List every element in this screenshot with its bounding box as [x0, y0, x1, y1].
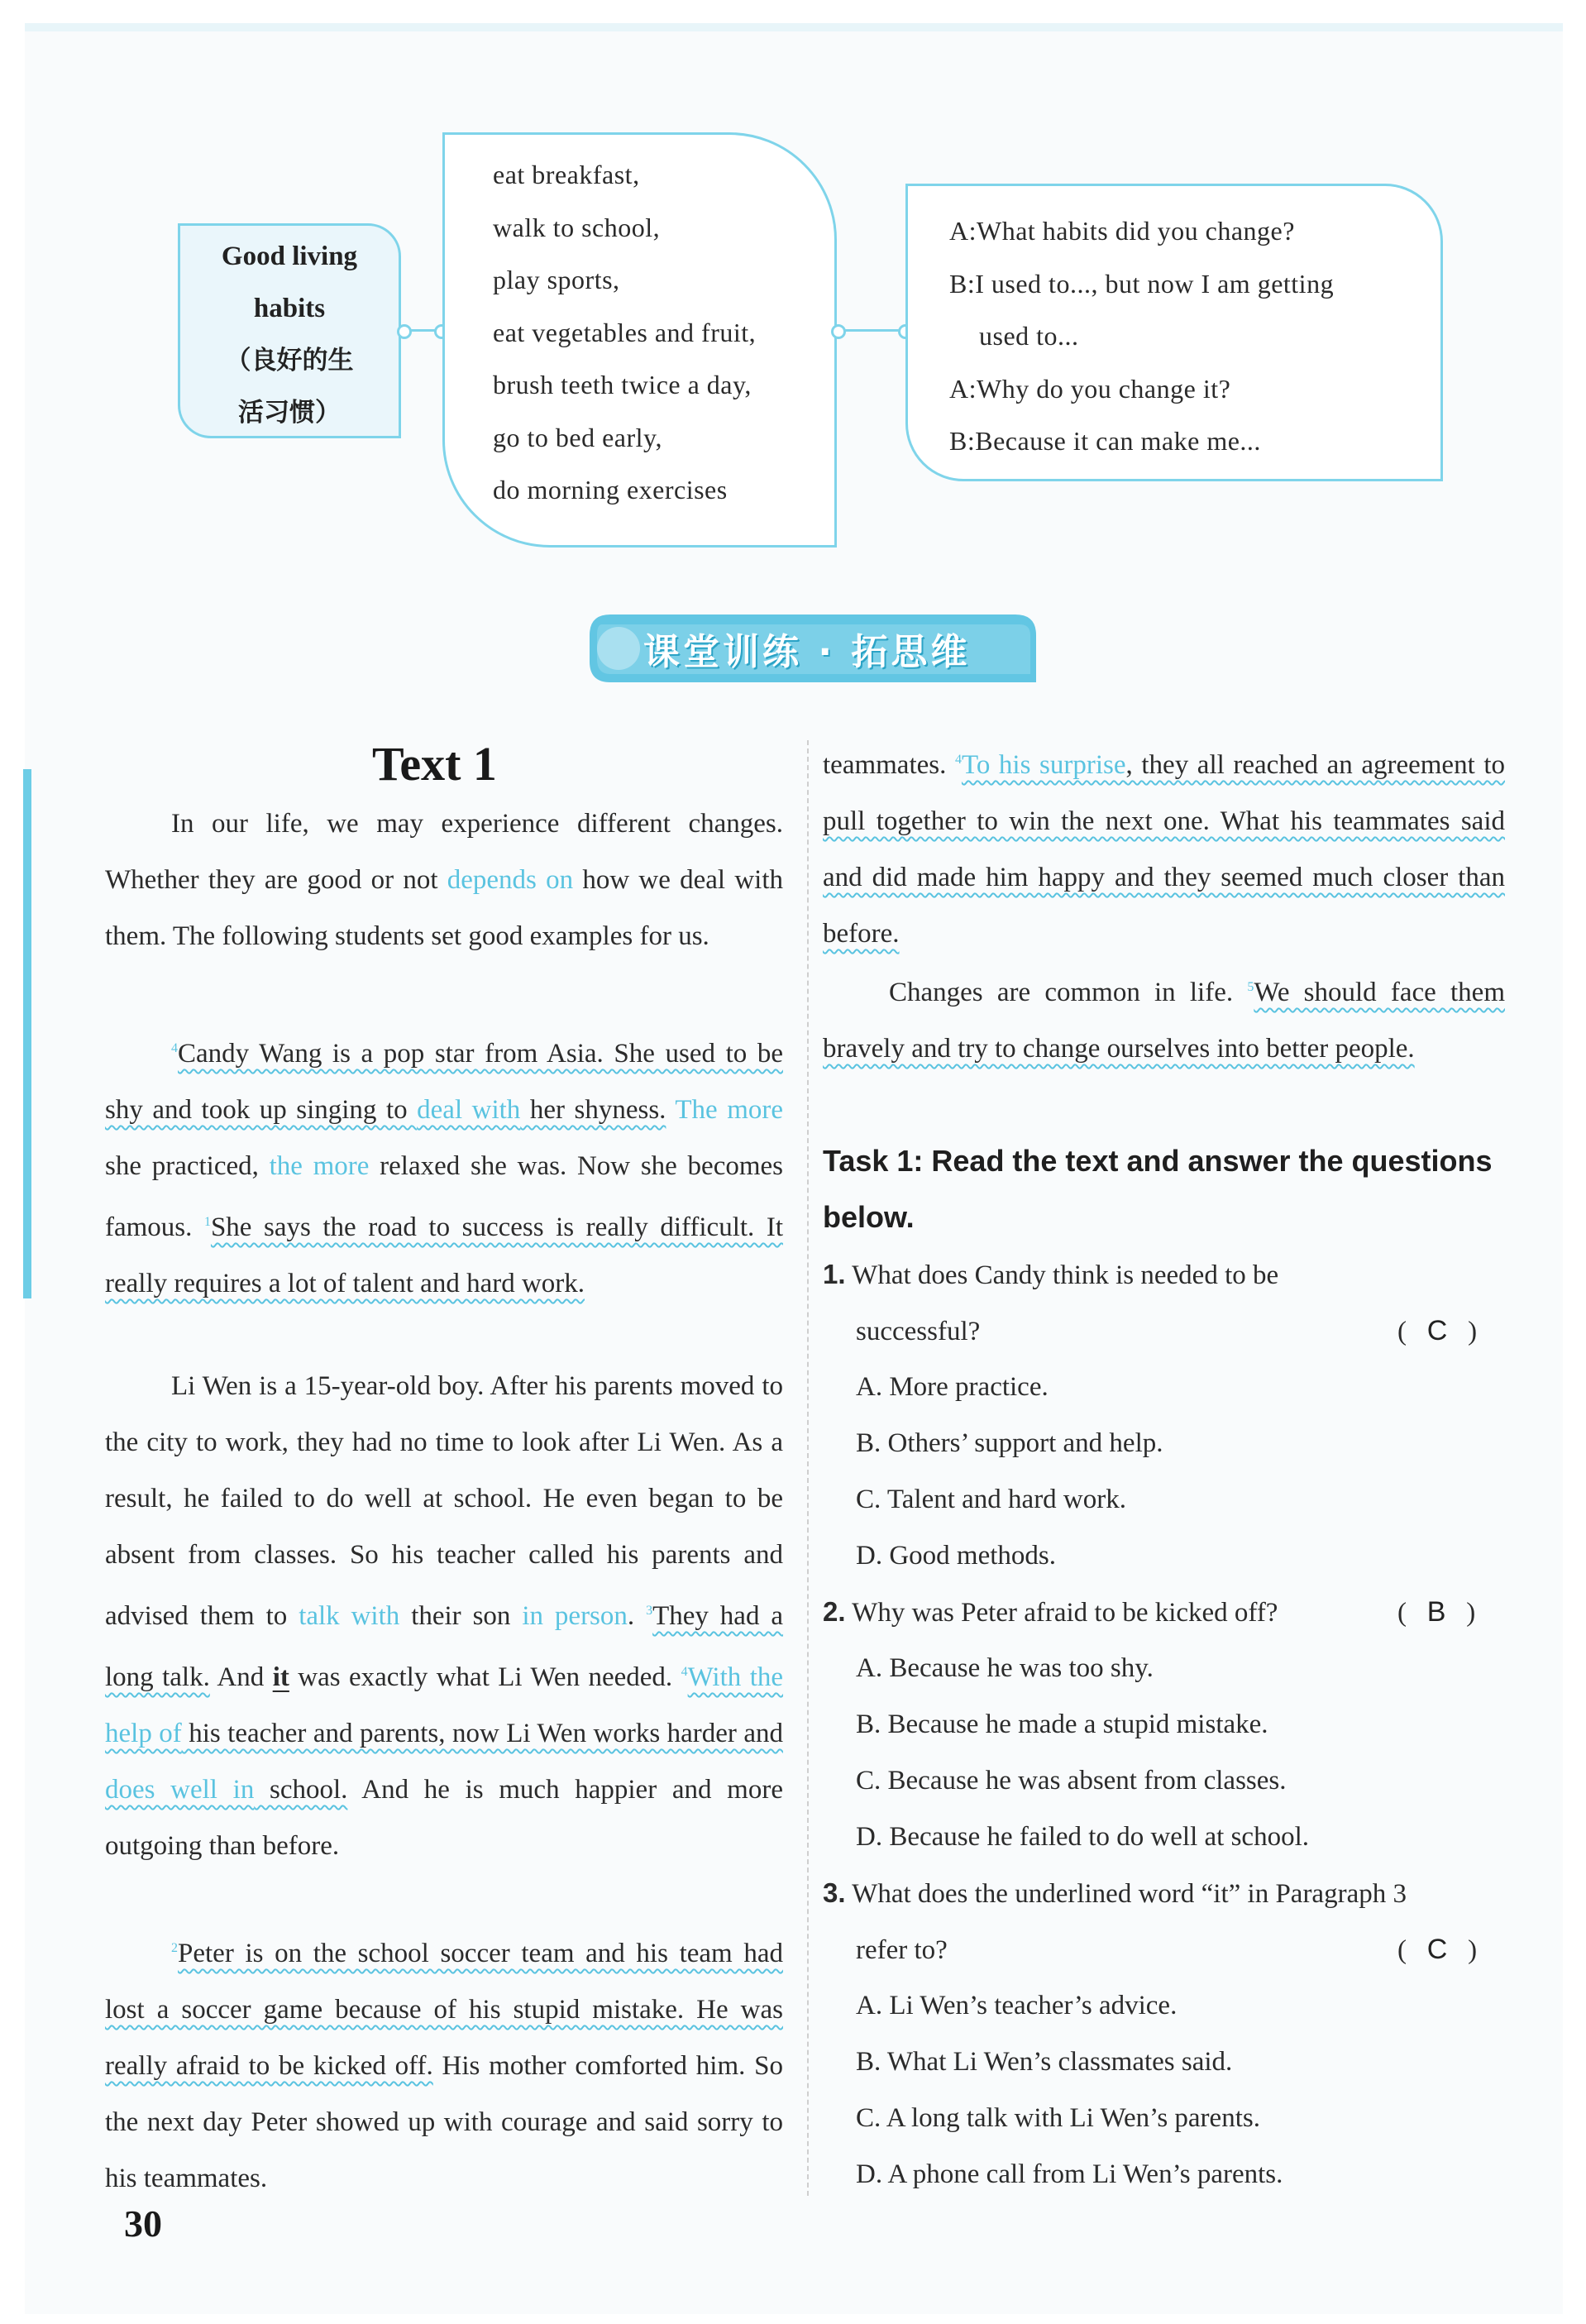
dialog-line: B:Because it can make me...: [949, 426, 1261, 456]
option: B. Others’ support and help.: [856, 1428, 1163, 1458]
left-accent-bar: [23, 769, 31, 1298]
p2-text: relaxed she was. Now she becomes famous.: [105, 1151, 784, 1242]
answer-letter: B: [1426, 1596, 1446, 1628]
answer-bracket: ( C ): [1397, 1934, 1478, 1965]
topic-zh-2: 活习惯）: [238, 398, 341, 428]
p2-text: Candy Wang is a pop star from Asia. She used to be shy and took up singing to: [105, 1039, 783, 1125]
habit-item: brush teeth twice a day,: [493, 370, 752, 399]
connector-2: [837, 329, 905, 332]
p2-space: [666, 1095, 675, 1125]
p3-text: their son: [399, 1601, 523, 1631]
option: A. Li Wen’s teacher’s advice.: [856, 1991, 1178, 2020]
task-heading: Task 1: Read the text and answer the questions below.: [823, 1144, 1493, 1234]
column-divider: [807, 740, 809, 2196]
underlined-sentence: Peter is on the school soccer team and his team had lost a soccer game because of his stupid mistake. He was really afraid to be kicked off.: [105, 1939, 783, 2081]
question-number: 2.: [823, 1596, 846, 1627]
habits-list: [493, 149, 756, 517]
topic-line-1: Good living: [221, 241, 358, 271]
phrase-in-person: in person: [522, 1601, 628, 1631]
option: C. A long talk with Li Wen’s parents.: [856, 2103, 1260, 2133]
sentence-marker: 5: [1247, 980, 1254, 994]
option: A. Because he was too shy.: [856, 1653, 1154, 1683]
paragraph-4-start: [105, 1920, 783, 2207]
option: D. Because he failed to do well at school.: [856, 1822, 1309, 1852]
p3-text: school.: [254, 1775, 348, 1805]
page-number: 30: [124, 2202, 162, 2245]
option: C. Because he was absent from classes.: [856, 1766, 1287, 1796]
dialog-line: used to...: [979, 321, 1079, 351]
underlined-sentence: She says the road to success is really difficult. It really requires a lot of talent and hard work.: [105, 1212, 783, 1298]
p3-text: his teacher and parents, now Li Wen works harder and: [181, 1719, 783, 1748]
answer-bracket: ( B ): [1397, 1596, 1476, 1628]
answer-letter: C: [1426, 1934, 1448, 1965]
phrase-talk-with: talk with: [299, 1601, 400, 1631]
sentence-marker: 4: [681, 1665, 688, 1679]
question-stem: What does the underlined word “it” in Paragraph 3: [845, 1879, 1407, 1909]
p3-text: And he is much happier and more outgoing than before.: [105, 1775, 783, 1861]
phrase-with-the-help-of: With the help of: [105, 1662, 784, 1748]
option: B. Because he made a stupid mistake.: [856, 1710, 1268, 1739]
phrase-the-more: The more: [675, 1095, 783, 1125]
sentence-marker: 1: [203, 1215, 211, 1229]
dialog-lines: [949, 205, 1334, 468]
paragraph-1: [105, 796, 783, 964]
paragraph-4-end: [823, 732, 1505, 962]
p4-text: , they all reached an agreement to pull together to win the next one. What his teammates said and did made him happy and they seemed much closer than before.: [823, 750, 1506, 949]
p3-text: Li Wen is a 15-year-old boy. After his parents moved to the city to work, they had no time to look after Li Wen. As a result, he failed to do well at school. He even began to be absent from classes. So his teacher called his parents and advised them to: [105, 1371, 783, 1631]
habit-item: play sports,: [493, 265, 620, 294]
connector-dot: [831, 324, 846, 339]
question-number: 3.: [823, 1877, 846, 1908]
question-stem: Why was Peter afraid to be kicked off?: [845, 1598, 1278, 1628]
option: D. A phone call from Li Wen’s parents.: [856, 2159, 1283, 2189]
question-stem: refer to?: [856, 1935, 948, 1965]
p3-text: was exactly what Li Wen needed.: [289, 1662, 681, 1692]
answer-letter: C: [1426, 1315, 1448, 1346]
p2-text: her shyness.: [520, 1095, 666, 1125]
answer-bracket: ( C ): [1397, 1315, 1478, 1346]
p5-text: Changes are common in life.: [889, 978, 1248, 1007]
paragraph-2: [105, 1021, 783, 1312]
paragraph-3: [105, 1358, 783, 1874]
p1-text: how we deal with them. The following students set good examples for us.: [105, 865, 783, 951]
connector-dot: [397, 324, 412, 339]
option: B. What Li Wen’s classmates said.: [856, 2047, 1233, 2077]
p3-text: .: [627, 1601, 647, 1631]
habit-item: walk to school,: [493, 212, 661, 242]
dialog-line: A:What habits did you change?: [949, 216, 1295, 246]
p3-text: And: [209, 1662, 273, 1692]
underlined-sentence: We should face them bravely and try to change ourselves into better people.: [823, 978, 1505, 1064]
option: C. Talent and hard work.: [856, 1485, 1127, 1514]
p1-text: In our life, we may experience different changes. Whether they are good or not: [105, 809, 783, 895]
habit-item: eat breakfast,: [493, 160, 640, 189]
underlined-word-it: it: [272, 1662, 289, 1692]
question-stem: successful?: [856, 1317, 981, 1346]
sentence-marker: 2: [171, 1941, 178, 1955]
p4-text: His mother comforted him. So the next day Peter showed up with courage and said sorry to his teammates.: [105, 2051, 783, 2193]
option: D. Good methods.: [856, 1541, 1056, 1571]
text-title: Text 1: [372, 737, 497, 791]
p4-teammates: teammates.: [823, 750, 955, 780]
topic-line-2: habits: [253, 294, 326, 323]
habit-item: go to bed early,: [493, 422, 662, 452]
dialog-line: A:Why do you change it?: [949, 373, 1231, 404]
p2-text: she practiced,: [105, 1151, 270, 1181]
sentence-marker: 4: [954, 753, 962, 767]
option: A. More practice.: [856, 1372, 1049, 1402]
topic-zh-1: （良好的生: [225, 346, 354, 375]
phrase-to-his-surprise: To his surprise: [961, 750, 1126, 780]
section-banner-title: 课堂训练 · 拓思维: [643, 631, 971, 673]
mindmap-topic-box: [178, 223, 401, 438]
question-stem: What does Candy think is needed to be: [845, 1260, 1279, 1290]
phrase-deal-with: deal with: [417, 1095, 521, 1125]
paragraph-5: [823, 959, 1505, 1077]
phrase-depends-on: depends on: [447, 865, 574, 895]
underlined-sentence: [823, 750, 1505, 949]
sentence-marker: 4: [171, 1041, 178, 1055]
habit-item: do morning exercises: [493, 475, 728, 504]
sentence-marker: 3: [646, 1604, 653, 1618]
underlined-sentence: They had a long talk.: [105, 1601, 784, 1692]
habit-item: eat vegetables and fruit,: [493, 317, 757, 347]
phrase-does-well-in: does well in: [105, 1775, 255, 1805]
question-number: 1.: [823, 1259, 846, 1289]
phrase-the-more: the more: [269, 1151, 370, 1181]
dialog-line: B:I used to..., but now I am getting: [949, 268, 1335, 299]
